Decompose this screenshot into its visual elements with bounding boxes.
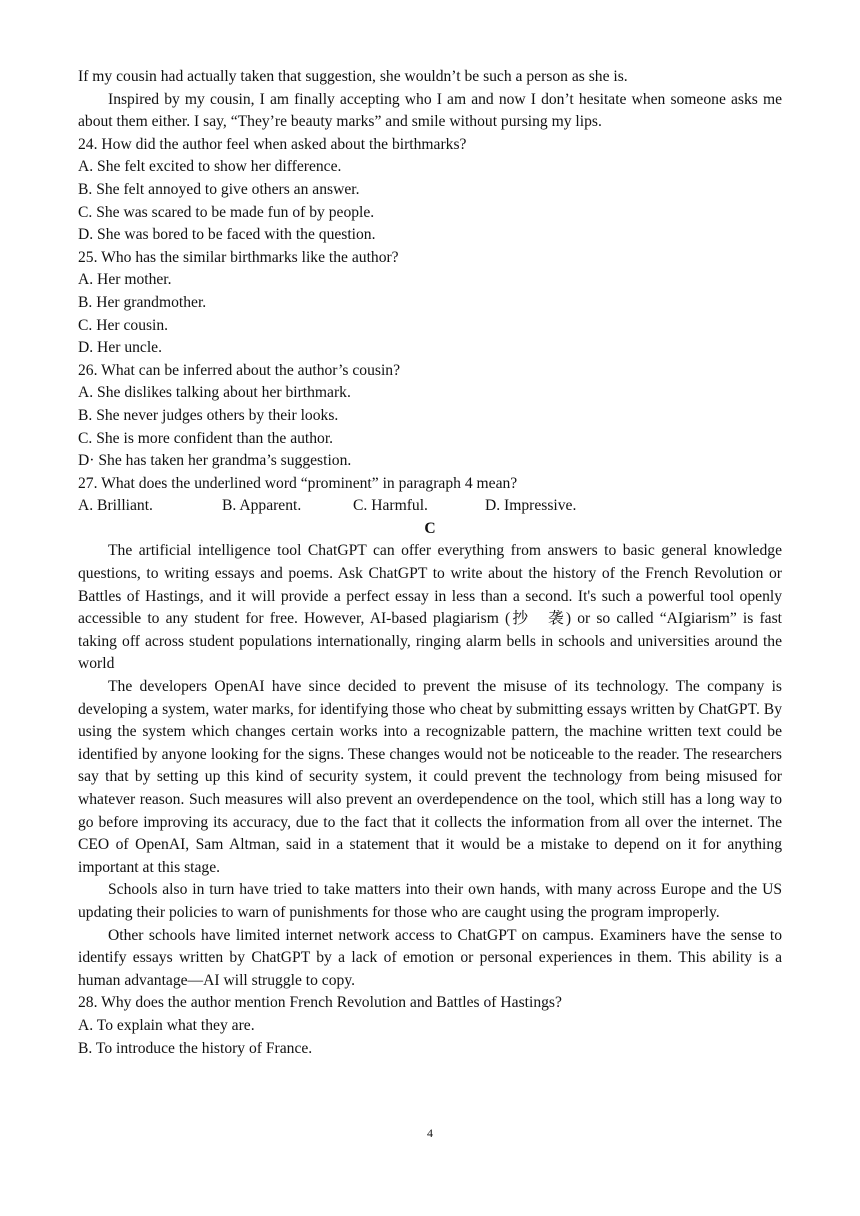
option-a: A. She felt excited to show her difference.: [78, 158, 342, 176]
option-c: C. Harmful.: [353, 497, 428, 515]
paragraph-inspired: Inspired by my cousin, I am finally accepting who I am and now I don’t hesitate when someone asks me about them either. I say, “They’re beauty marks” and smile without pursing my lips.: [78, 90, 782, 131]
question-stem: 24. How did the author feel when asked about the birthmarks?: [78, 135, 467, 153]
page-number: 4: [427, 1126, 433, 1140]
option-b: B. She never judges others by their looks.: [78, 406, 339, 424]
question-24: [78, 134, 782, 247]
option-c: C. She is more confident than the author.: [78, 429, 334, 447]
option-c: C. Her cousin.: [78, 316, 169, 334]
section-heading: C: [424, 519, 436, 537]
option-a: A. She dislikes talking about her birthmark.: [78, 384, 351, 402]
passage-paragraph-2: The developers OpenAI have since decided to prevent the misuse of its technology. The company is developing a system, water marks, for identifying those who cheat by submitting essays written by ChatGPT. By using the system which changes certain works into a recognizable pattern, the machine written text could be identified by anyone looking for the signs. These changes would not be noticeable to the reader. The researchers say that by setting up this kind of security system, it could prevent the technology from being misused for whatever reason. Such measures will also prevent an overdependence on the tool, which still has a long way to go before improving its accuracy, due to the fact that it collects the information from all over the internet. The CEO of OpenAI, Sam Altman, said in a statement that it would be a mistake to depend on it for anything important at this stage.: [78, 678, 782, 876]
question-26: [78, 360, 782, 473]
question-stem: 27. What does the underlined word “prominent” in paragraph 4 mean?: [78, 474, 518, 492]
passage-paragraph-3: Schools also in turn have tried to take matters into their own hands, with many across Europe and the US updating their policies to warn of punishments for those who are caught using the program improperly.: [78, 881, 782, 921]
option-a: A. Her mother.: [78, 271, 172, 289]
option-d: D· She has taken her grandma’s suggestion.: [78, 452, 352, 470]
passage-paragraph-1: The artificial intelligence tool ChatGPT can offer everything from answers to basic general knowledge questions, to writing essays and poems. Ask ChatGPT to write about the history of the French Revolution or Battles of Hastings, and it will provide a perfect essay in less than a second. It's such a powerful tool openly accessible to any student for free. However, AI-based plagiarism (抄 袭) or so called “AIgiarism” is fast taking off across student populations internationally, ringing alarm bells in schools and universities around the world: [78, 542, 782, 673]
option-b: B. She felt annoyed to give others an answer.: [78, 180, 360, 198]
question-28: [78, 992, 782, 1060]
option-c: C. She was scared to be made fun of by people.: [78, 203, 375, 221]
options-row: [78, 495, 782, 518]
option-d: D. Impressive.: [485, 497, 577, 515]
question-stem: 25. Who has the similar birthmarks like the author?: [78, 248, 399, 266]
option-a: A. Brilliant.: [78, 497, 153, 515]
option-b: B. Her grandmother.: [78, 293, 207, 311]
option-a: A. To explain what they are.: [78, 1016, 255, 1034]
question-27: [78, 473, 782, 518]
question-stem: 28. Why does the author mention French Revolution and Battles of Hastings?: [78, 994, 562, 1012]
option-b: B. To introduce the history of France.: [78, 1039, 313, 1057]
passage-paragraph-4: Other schools have limited internet network access to ChatGPT on campus. Examiners have the sense to identify essays written by ChatGPT by a lack of emotion or personal experiences in them. This ability is a human advantage—AI will struggle to copy.: [78, 926, 782, 989]
document-page: [78, 66, 782, 1060]
option-b: B. Apparent.: [222, 497, 302, 515]
question-25: [78, 247, 782, 360]
question-stem: 26. What can be inferred about the author’s cousin?: [78, 361, 401, 379]
option-d: D. Her uncle.: [78, 339, 162, 357]
text-line: If my cousin had actually taken that suggestion, she wouldn’t be such a person as she is.: [78, 68, 628, 85]
option-d: D. She was bored to be faced with the question.: [78, 226, 376, 244]
